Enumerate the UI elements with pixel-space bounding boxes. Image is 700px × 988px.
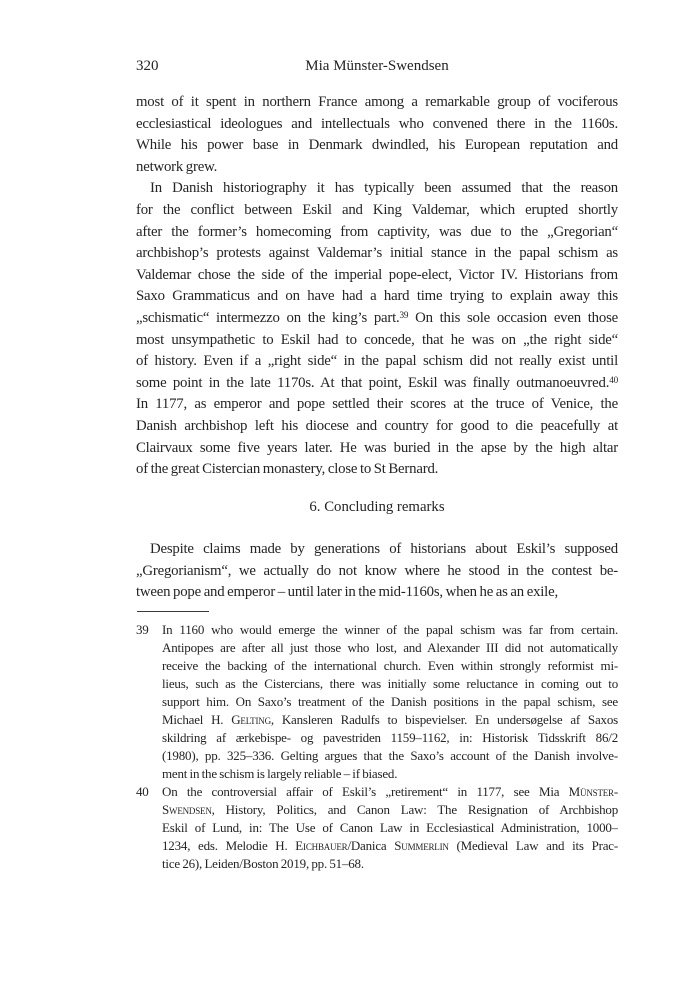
text-line: for the conflict between Eskil and King Valdemar, which erupted shortly: [136, 201, 618, 218]
main-text: [136, 92, 618, 604]
text-line: Despite claims made by generations of historians about Eskil’s supposed: [150, 541, 618, 558]
running-head: Mia Münster-Swendsen: [305, 58, 449, 74]
footnote-line: On the controversial affair of Eskil’s „retirement“ in 1177, see Mia Münster-: [162, 784, 618, 799]
text-line: Saxo Grammaticus and on have had a hard time trying to explain away this: [136, 288, 618, 305]
footnote-line: Swendsen, History, Politics, and Canon Law: The Resignation of Archbishop: [162, 802, 618, 817]
text-line: network grew.: [136, 158, 218, 175]
text-line: While his power base in Denmark dwindled, his European reputation and: [136, 137, 618, 154]
footnote-line: lieus, such as the Cistercians, there was initially some reluctance in coming out to: [162, 676, 618, 691]
footnote-line: ment in the schism is largely reliable – if biased.: [162, 766, 398, 781]
text-line: Clairvaux some five years later. He was buried in the apse by the high altar: [136, 439, 618, 456]
footnote-line: Antipopes are after all just those who lost, and Alexander III did not automatically: [162, 640, 618, 655]
page-number: 320: [136, 58, 159, 74]
footnote-number: 40: [136, 784, 149, 799]
text-line: most unsympathetic to Eskil had to concede, that he was on „the right side“: [136, 331, 618, 348]
footnote-separator-rule: [137, 611, 209, 612]
text-line: after the former’s homecoming from captivity, was due to the „Gregorian“: [136, 223, 618, 240]
footnote-text: [162, 783, 618, 873]
footnote-line: support him. On Saxo’s treatment of the Danish positions in the papal schism, see: [162, 694, 618, 709]
section-heading: 6. Concluding remarks: [309, 498, 445, 515]
footnote-line: In 1160 who would emerge the winner of the papal schism was far from certain.: [162, 622, 618, 637]
footnote-line: Michael H. Gelting, Kansleren Radulfs to bispevielser. En undersøgelse af Saxos: [162, 712, 618, 727]
paragraph: [136, 178, 618, 480]
text-line: of history. Even if a „right side“ in the papal schism did not really exist until: [136, 353, 618, 370]
paragraph: [136, 539, 618, 604]
text-line: tween pope and emperor – until later in the mid-1160s, when he as an exile,: [136, 584, 558, 601]
footnote: [136, 621, 618, 783]
text-line: most of it spent in northern France among a remarkable group of vociferous: [136, 94, 618, 110]
text-line: In Danish historiography it has typically been assumed that the reason: [150, 180, 618, 197]
footnote-line: 1234, eds. Melodie H. Eichbauer/Danica Summerlin (Medieval Law and its Prac-: [162, 838, 618, 853]
footnote-list: [136, 621, 618, 873]
footnote-number: 39: [136, 622, 149, 637]
text-line: Danish archbishop left his diocese and country for good to die peacefully at: [136, 417, 618, 434]
text-line: „Gregorianism“, we actually do not know where he stood in the contest be-: [136, 562, 618, 579]
text-line: „schismatic“ intermezzo on the king’s part.$^{39}$ On this sole occasion even those: [136, 309, 618, 326]
footnote: [136, 783, 618, 873]
page-header: [136, 57, 618, 75]
footnote-line: receive the backing of the international church. Even within strongly reformist mi-: [162, 658, 618, 673]
paragraph: [136, 92, 618, 178]
text-line: Valdemar chose the side of the imperial pope-elect, Victor IV. Historians from: [136, 266, 618, 283]
footnote-line: Eskil of Lund, in: The Use of Canon Law in Ecclesiastical Administration, 1000–: [162, 820, 618, 835]
text-line: In 1177, as emperor and pope settled their scores at the truce of Venice, the: [136, 396, 618, 413]
footnote-line: tice 26), Leiden/Boston 2019, pp. 51–68.: [162, 856, 364, 871]
text-line: ecclesiastical ideologues and intellectuals who convened there in the 1160s.: [136, 115, 618, 132]
text-line: archbishop’s protests against Valdemar’s initial stance in the papal schism as: [136, 245, 618, 262]
footnote-text: [162, 621, 618, 783]
text-line: some point in the late 1170s. At that point, Eskil was finally outmanoeuvred.$^{40}$: [136, 374, 618, 391]
footnote-line: skildring af ærkebispe- og pavestriden 1159–1162, in: Historisk Tidsskrift 86/2: [162, 730, 618, 745]
footnotes-section: [136, 611, 618, 873]
text-line: of the great Cistercian monastery, close to St Bernard.: [136, 461, 439, 478]
footnote-line: (1980), pp. 325–336. Gelting argues that the Saxo’s account of the Danish involve-: [162, 748, 618, 763]
